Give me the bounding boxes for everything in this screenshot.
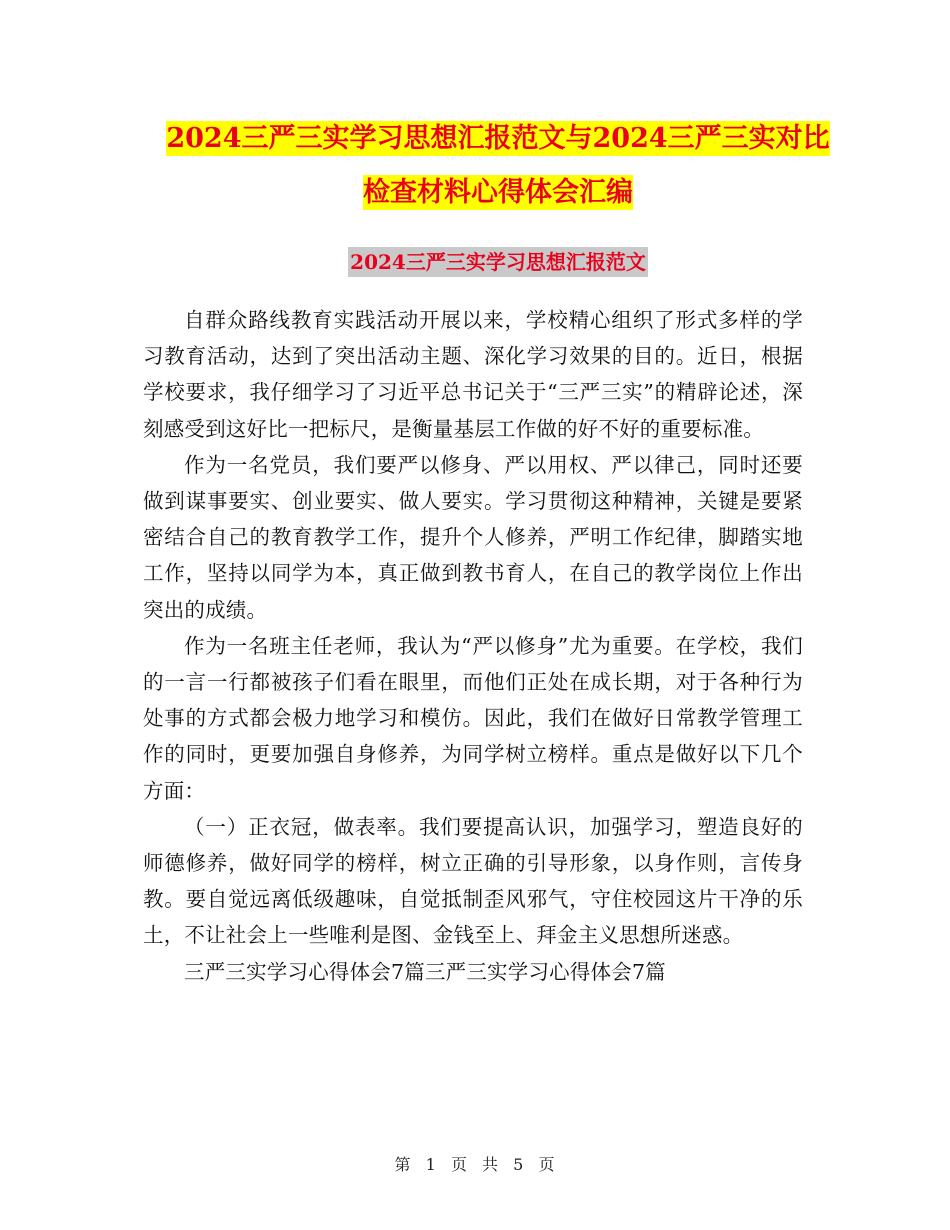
footer-label-page-unit: 页 <box>450 1155 468 1174</box>
document-body <box>143 302 803 990</box>
footer-current-page: 1 <box>425 1155 437 1174</box>
footer-label-total-unit: 页 <box>538 1155 556 1174</box>
paragraph: 三严三实学习心得体会7篇三严三实学习心得体会7篇 <box>184 959 666 984</box>
page-footer <box>0 1152 950 1175</box>
title-line-2: 检查材料心得体会汇编 <box>363 177 633 208</box>
document-title <box>100 112 896 220</box>
title-line-1: 2024三严三实学习思想汇报范文与2024三严三实对比 <box>166 123 830 154</box>
paragraph: 作为一名班主任老师，我认为“严以修身”尤为重要。在学校，我们的一言一行都被孩子们看在眼里，而他们正处在成长期，对于各种行为处事的方式都会极力地学习和模仿。因此，我们在做好日常教学管理工作的同时，更要加强自身修养，为同学树立榜样。重点是做好以下几个方面： <box>143 633 803 803</box>
footer-label-page: 第 <box>394 1155 412 1174</box>
paragraph: （一）正衣冠，做表率。我们要提高认识，加强学习，塑造良好的师德修养，做好同学的榜样，树立正确的引导形象，以身作则，言传身教。要自觉远离低级趣味，自觉抵制歪风邪气，守住校园这片干净的乐土，不让社会上一些唯利是图、金钱至上、拜金主义思想所迷惑。 <box>143 814 803 948</box>
section-title-text: 2024三严三实学习思想汇报范文 <box>348 247 648 277</box>
paragraph: 自群众路线教育实践活动开展以来，学校精心组织了形式多样的学习教育活动，达到了突出活动主题、深化学习效果的目的。近日，根据学校要求，我仔细学习了习近平总书记关于“三严三实”的精辟论述，深刻感受到这好比一把标尺，是衡量基层工作做的好不好的重要标准。 <box>143 308 803 441</box>
section-title <box>100 244 896 280</box>
footer-total-pages: 5 <box>513 1155 525 1174</box>
footer-label-total: 共 <box>482 1155 500 1174</box>
paragraph: 作为一名党员，我们要严以修身、严以用权、严以律己，同时还要做到谋事要实、创业要实、做人要实。学习贯彻这种精神，关键是要紧密结合自己的教育教学工作，提升个人修养，严明工作纪律，脚踏实地工作，坚持以同学为本，真正做到教书育人，在自己的教学岗位上作出突出的成绩。 <box>143 452 803 622</box>
